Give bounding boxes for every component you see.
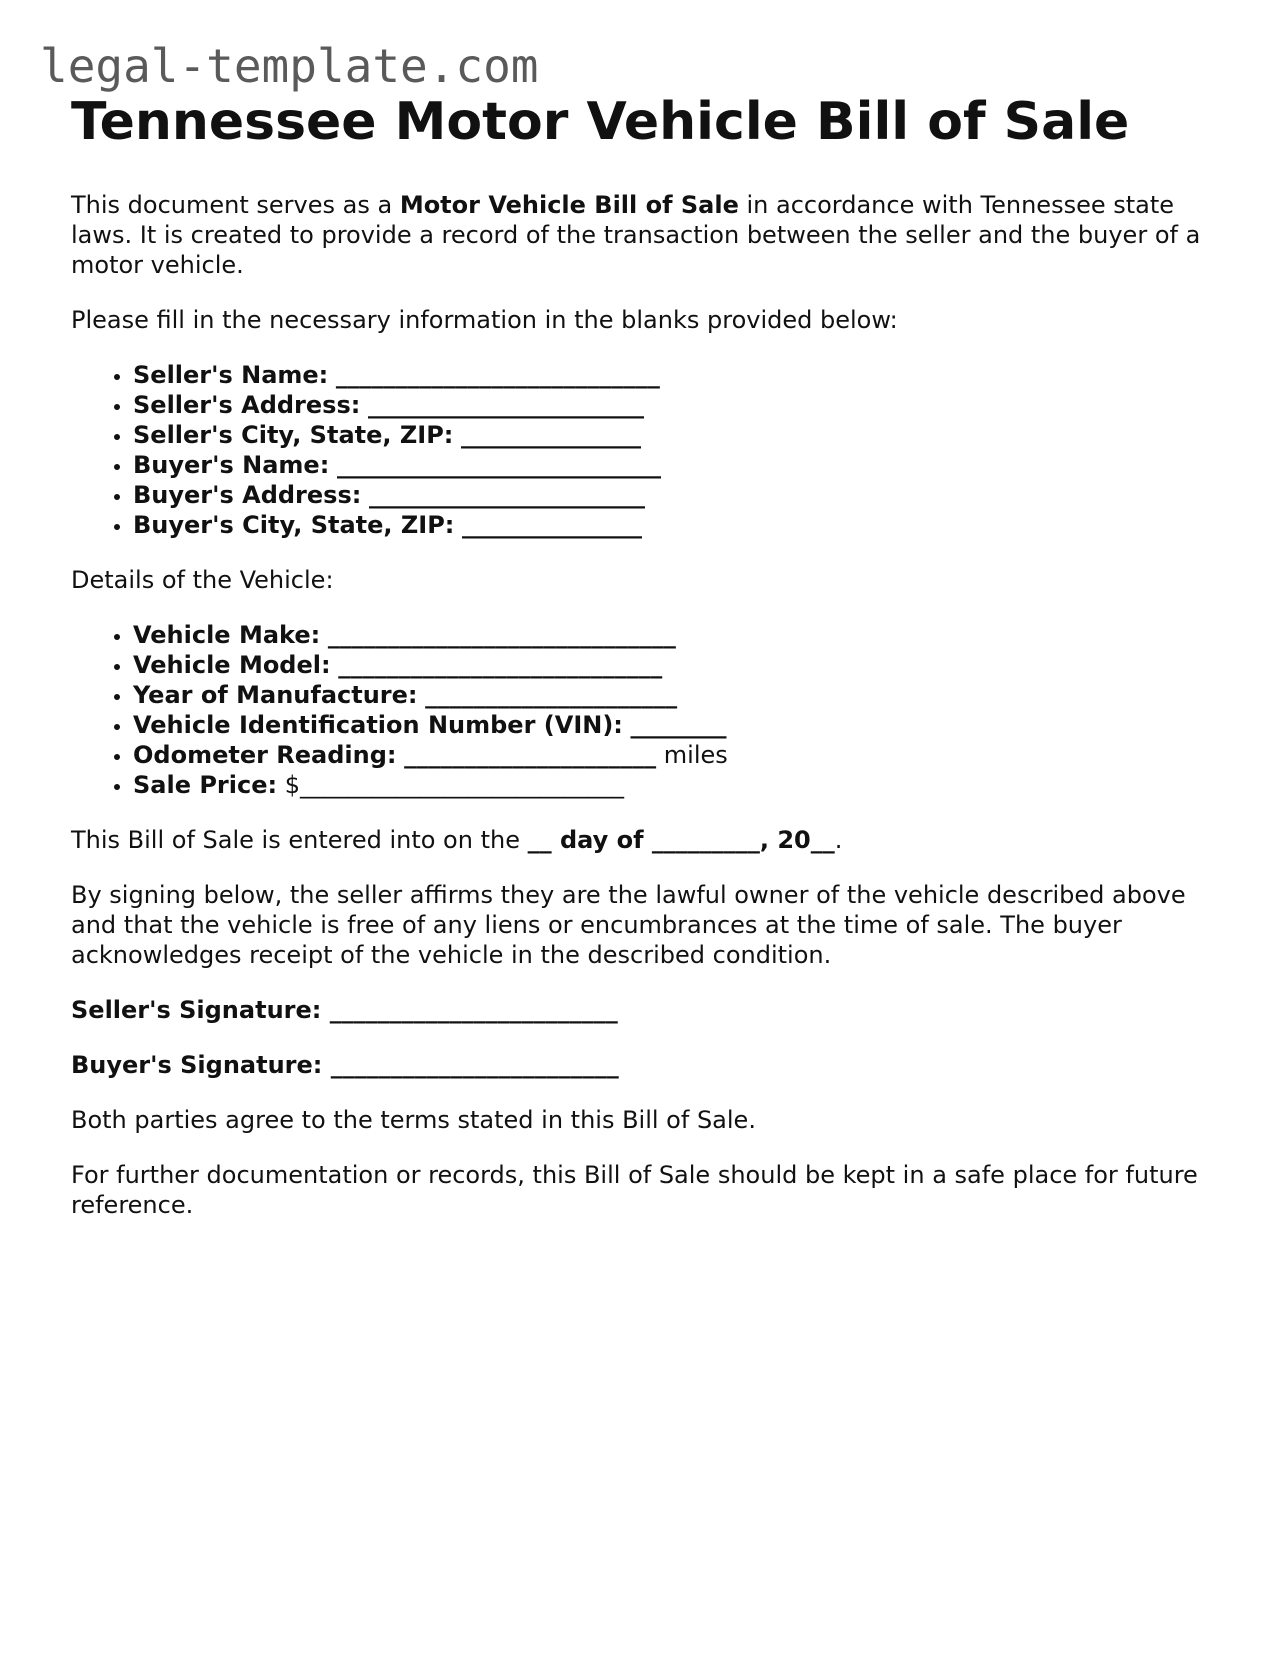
field-blank[interactable]: _______________________ <box>368 481 645 509</box>
field-label: Seller's Address: <box>133 391 361 419</box>
field-blank[interactable]: _______________________ <box>367 391 644 419</box>
affirmation-paragraph: By signing below, the seller affirms they are the lawful owner of the vehicle described above and that the vehicle is free of any liens or encumbrances at the time of sale. The buyer acknowledges receipt of the vehicle in the described condition. <box>71 881 1186 969</box>
field-blank[interactable]: ___________________________ <box>336 451 661 479</box>
list-item <box>133 450 1211 480</box>
field-blank[interactable]: ________ <box>630 711 727 739</box>
list-item <box>133 360 1211 390</box>
field-label: Odometer Reading: <box>133 741 397 769</box>
party-fields-list <box>71 360 1211 540</box>
page-title: Tennessee Motor Vehicle Bill of Sale <box>71 92 1130 152</box>
date-text-end: . <box>834 826 843 854</box>
buyer-signature-line[interactable]: Buyer's Signature: ________________________ <box>71 1051 619 1079</box>
field-blank[interactable]: _____________________ <box>404 741 657 769</box>
field-blank[interactable]: ___________________________ <box>338 651 663 679</box>
field-label: Seller's Name: <box>133 361 329 389</box>
list-item <box>133 510 1211 540</box>
list-item <box>133 710 1211 740</box>
list-item <box>133 650 1211 680</box>
field-label: Year of Manufacture: <box>133 681 418 709</box>
site-watermark: legal-template.com <box>40 39 539 93</box>
field-label: Seller's City, State, ZIP: <box>133 421 454 449</box>
intro-paragraph <box>71 190 1211 280</box>
list-item <box>133 620 1211 650</box>
field-blank[interactable]: _____________________________ <box>327 621 676 649</box>
instruction-paragraph: Please fill in the necessary information in the blanks provided below: <box>71 306 898 334</box>
closing-paragraph: For further documentation or records, this Bill of Sale should be kept in a safe place for future reference. <box>71 1161 1198 1219</box>
sale-price-blank[interactable]: $___________________________ <box>277 771 624 799</box>
field-label: Buyer's Name: <box>133 451 330 479</box>
date-text-start: This Bill of Sale is entered into on the <box>71 826 528 854</box>
field-blank[interactable]: ___________________________ <box>335 361 660 389</box>
field-label: Vehicle Identification Number (VIN): <box>133 711 623 739</box>
intro-text-start: This document serves as a <box>71 191 400 219</box>
agreement-paragraph: Both parties agree to the terms stated in this Bill of Sale. <box>71 1106 756 1134</box>
date-blank[interactable]: __ day of _________, 20__ <box>527 826 835 854</box>
document-body <box>71 88 1211 1220</box>
list-item <box>133 420 1211 450</box>
list-item <box>133 390 1211 420</box>
vehicle-heading: Details of the Vehicle: <box>71 566 334 594</box>
field-label: Sale Price: <box>133 771 278 799</box>
odometer-unit: miles <box>656 741 728 769</box>
intro-bold-term: Motor Vehicle Bill of Sale <box>399 191 739 219</box>
field-label: Vehicle Model: <box>133 651 331 679</box>
date-paragraph <box>71 825 1211 855</box>
field-label: Buyer's City, State, ZIP: <box>133 511 455 539</box>
seller-signature-line[interactable]: Seller's Signature: ________________________ <box>71 996 618 1024</box>
vehicle-fields-list <box>71 620 1211 800</box>
list-item <box>133 770 1211 800</box>
field-blank[interactable]: _______________ <box>462 511 643 539</box>
field-label: Buyer's Address: <box>133 481 362 509</box>
field-blank[interactable]: _______________ <box>461 421 642 449</box>
list-item <box>133 740 1211 770</box>
list-item <box>133 680 1211 710</box>
list-item <box>133 480 1211 510</box>
intro-text-end: in accordance with Tennessee state laws. It is created to provide a record of the transaction between the seller and the buyer of a motor vehicle. <box>71 191 1201 279</box>
field-label: Vehicle Make: <box>133 621 321 649</box>
field-blank[interactable]: _____________________ <box>425 681 678 709</box>
